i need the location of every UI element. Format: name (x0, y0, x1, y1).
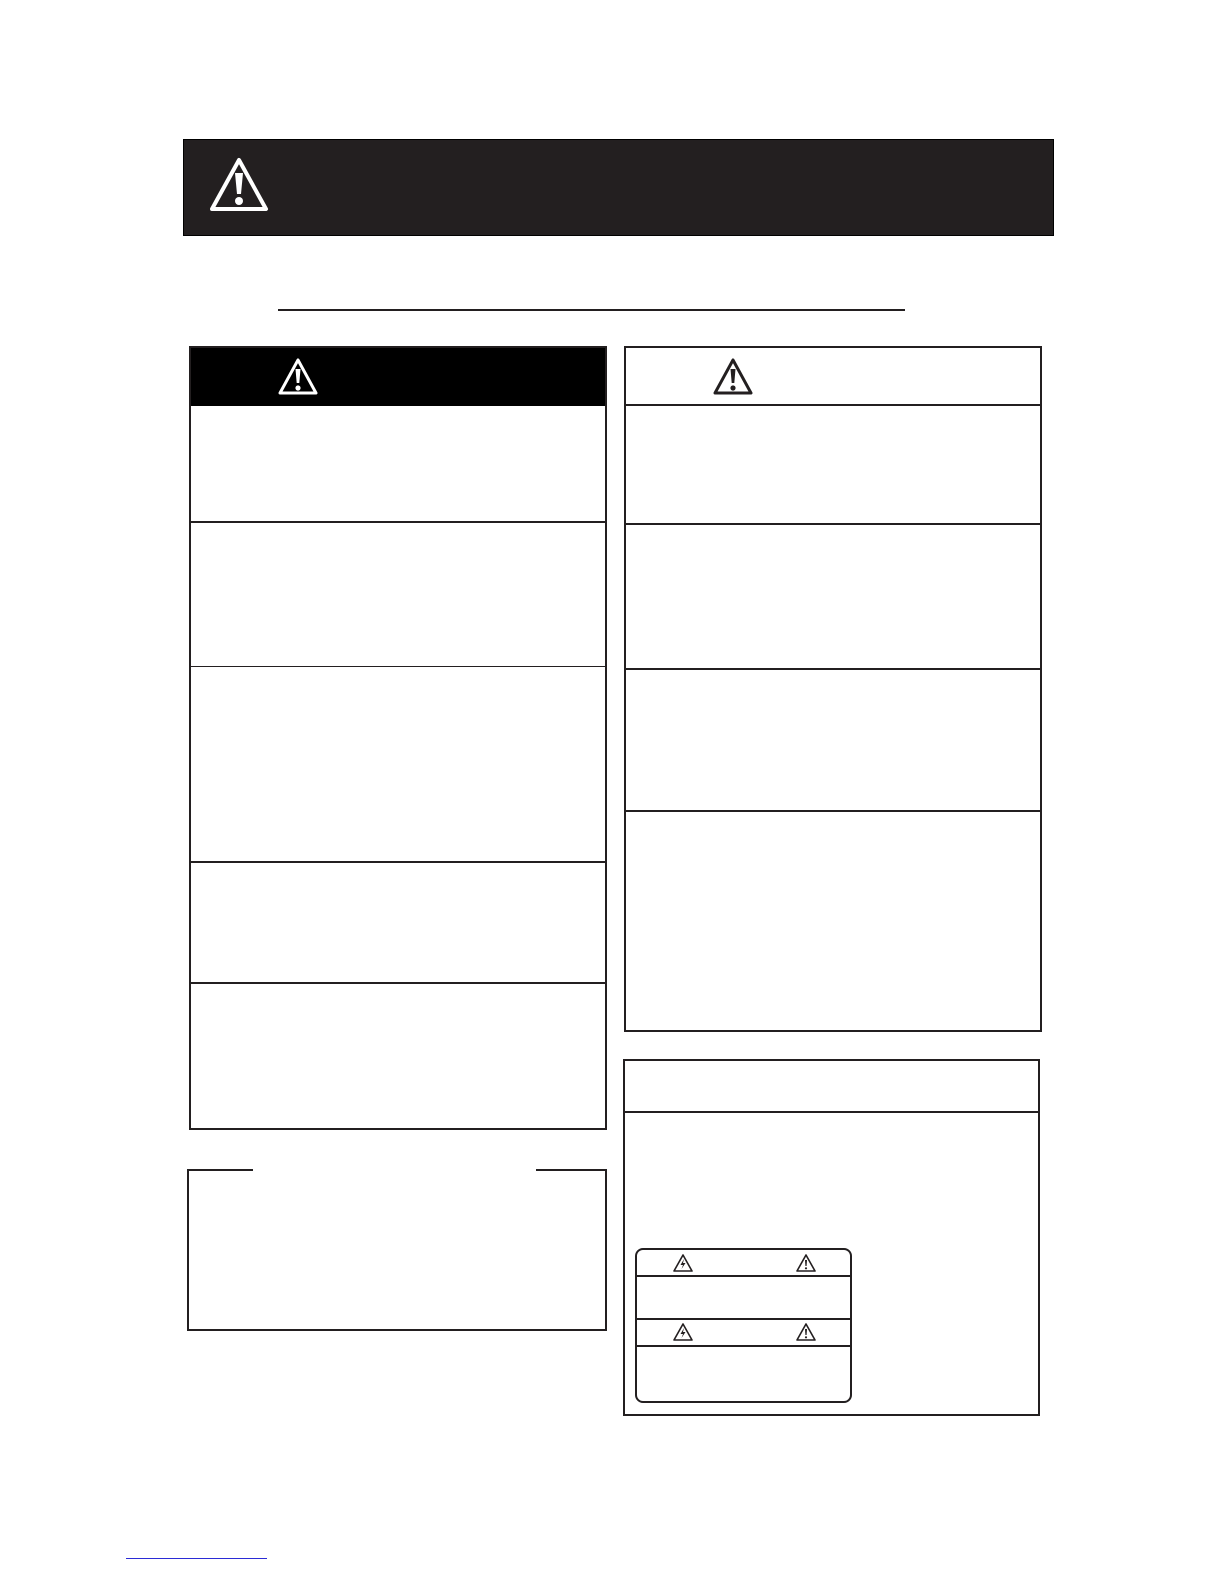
caution-panel-right (624, 346, 1042, 1032)
notice-box-top-left-segment (189, 1169, 253, 1171)
caution-panel-right-header (626, 348, 1040, 406)
section-rule (278, 309, 905, 311)
panel-divider (626, 810, 1040, 812)
panel-divider (191, 666, 605, 667)
panel-divider (191, 982, 605, 984)
safety-banner (183, 139, 1054, 236)
panel-divider (626, 668, 1040, 670)
electric-warning-icon (672, 1253, 694, 1273)
label-divider (637, 1275, 850, 1277)
warning-panel-left-header (191, 348, 605, 406)
label-divider (637, 1318, 850, 1320)
label-divider (637, 1345, 850, 1347)
electric-warning-icon (672, 1322, 694, 1342)
panel-divider (626, 523, 1040, 525)
warning-label-box-header (625, 1061, 1038, 1113)
warning-triangle-icon (712, 357, 754, 397)
warning-triangle-icon (795, 1253, 817, 1273)
panel-divider (191, 521, 605, 523)
warning-triangle-icon (795, 1322, 817, 1342)
warning-label-sample (635, 1248, 852, 1403)
warning-triangle-icon (208, 156, 270, 214)
warning-label-box (623, 1059, 1040, 1416)
notice-box-top-right-segment (536, 1169, 605, 1171)
warning-triangle-icon (277, 357, 319, 397)
panel-divider (191, 861, 605, 863)
notice-box-left (187, 1169, 607, 1331)
warning-panel-left (189, 346, 607, 1130)
footer-link-underline (126, 1558, 267, 1559)
